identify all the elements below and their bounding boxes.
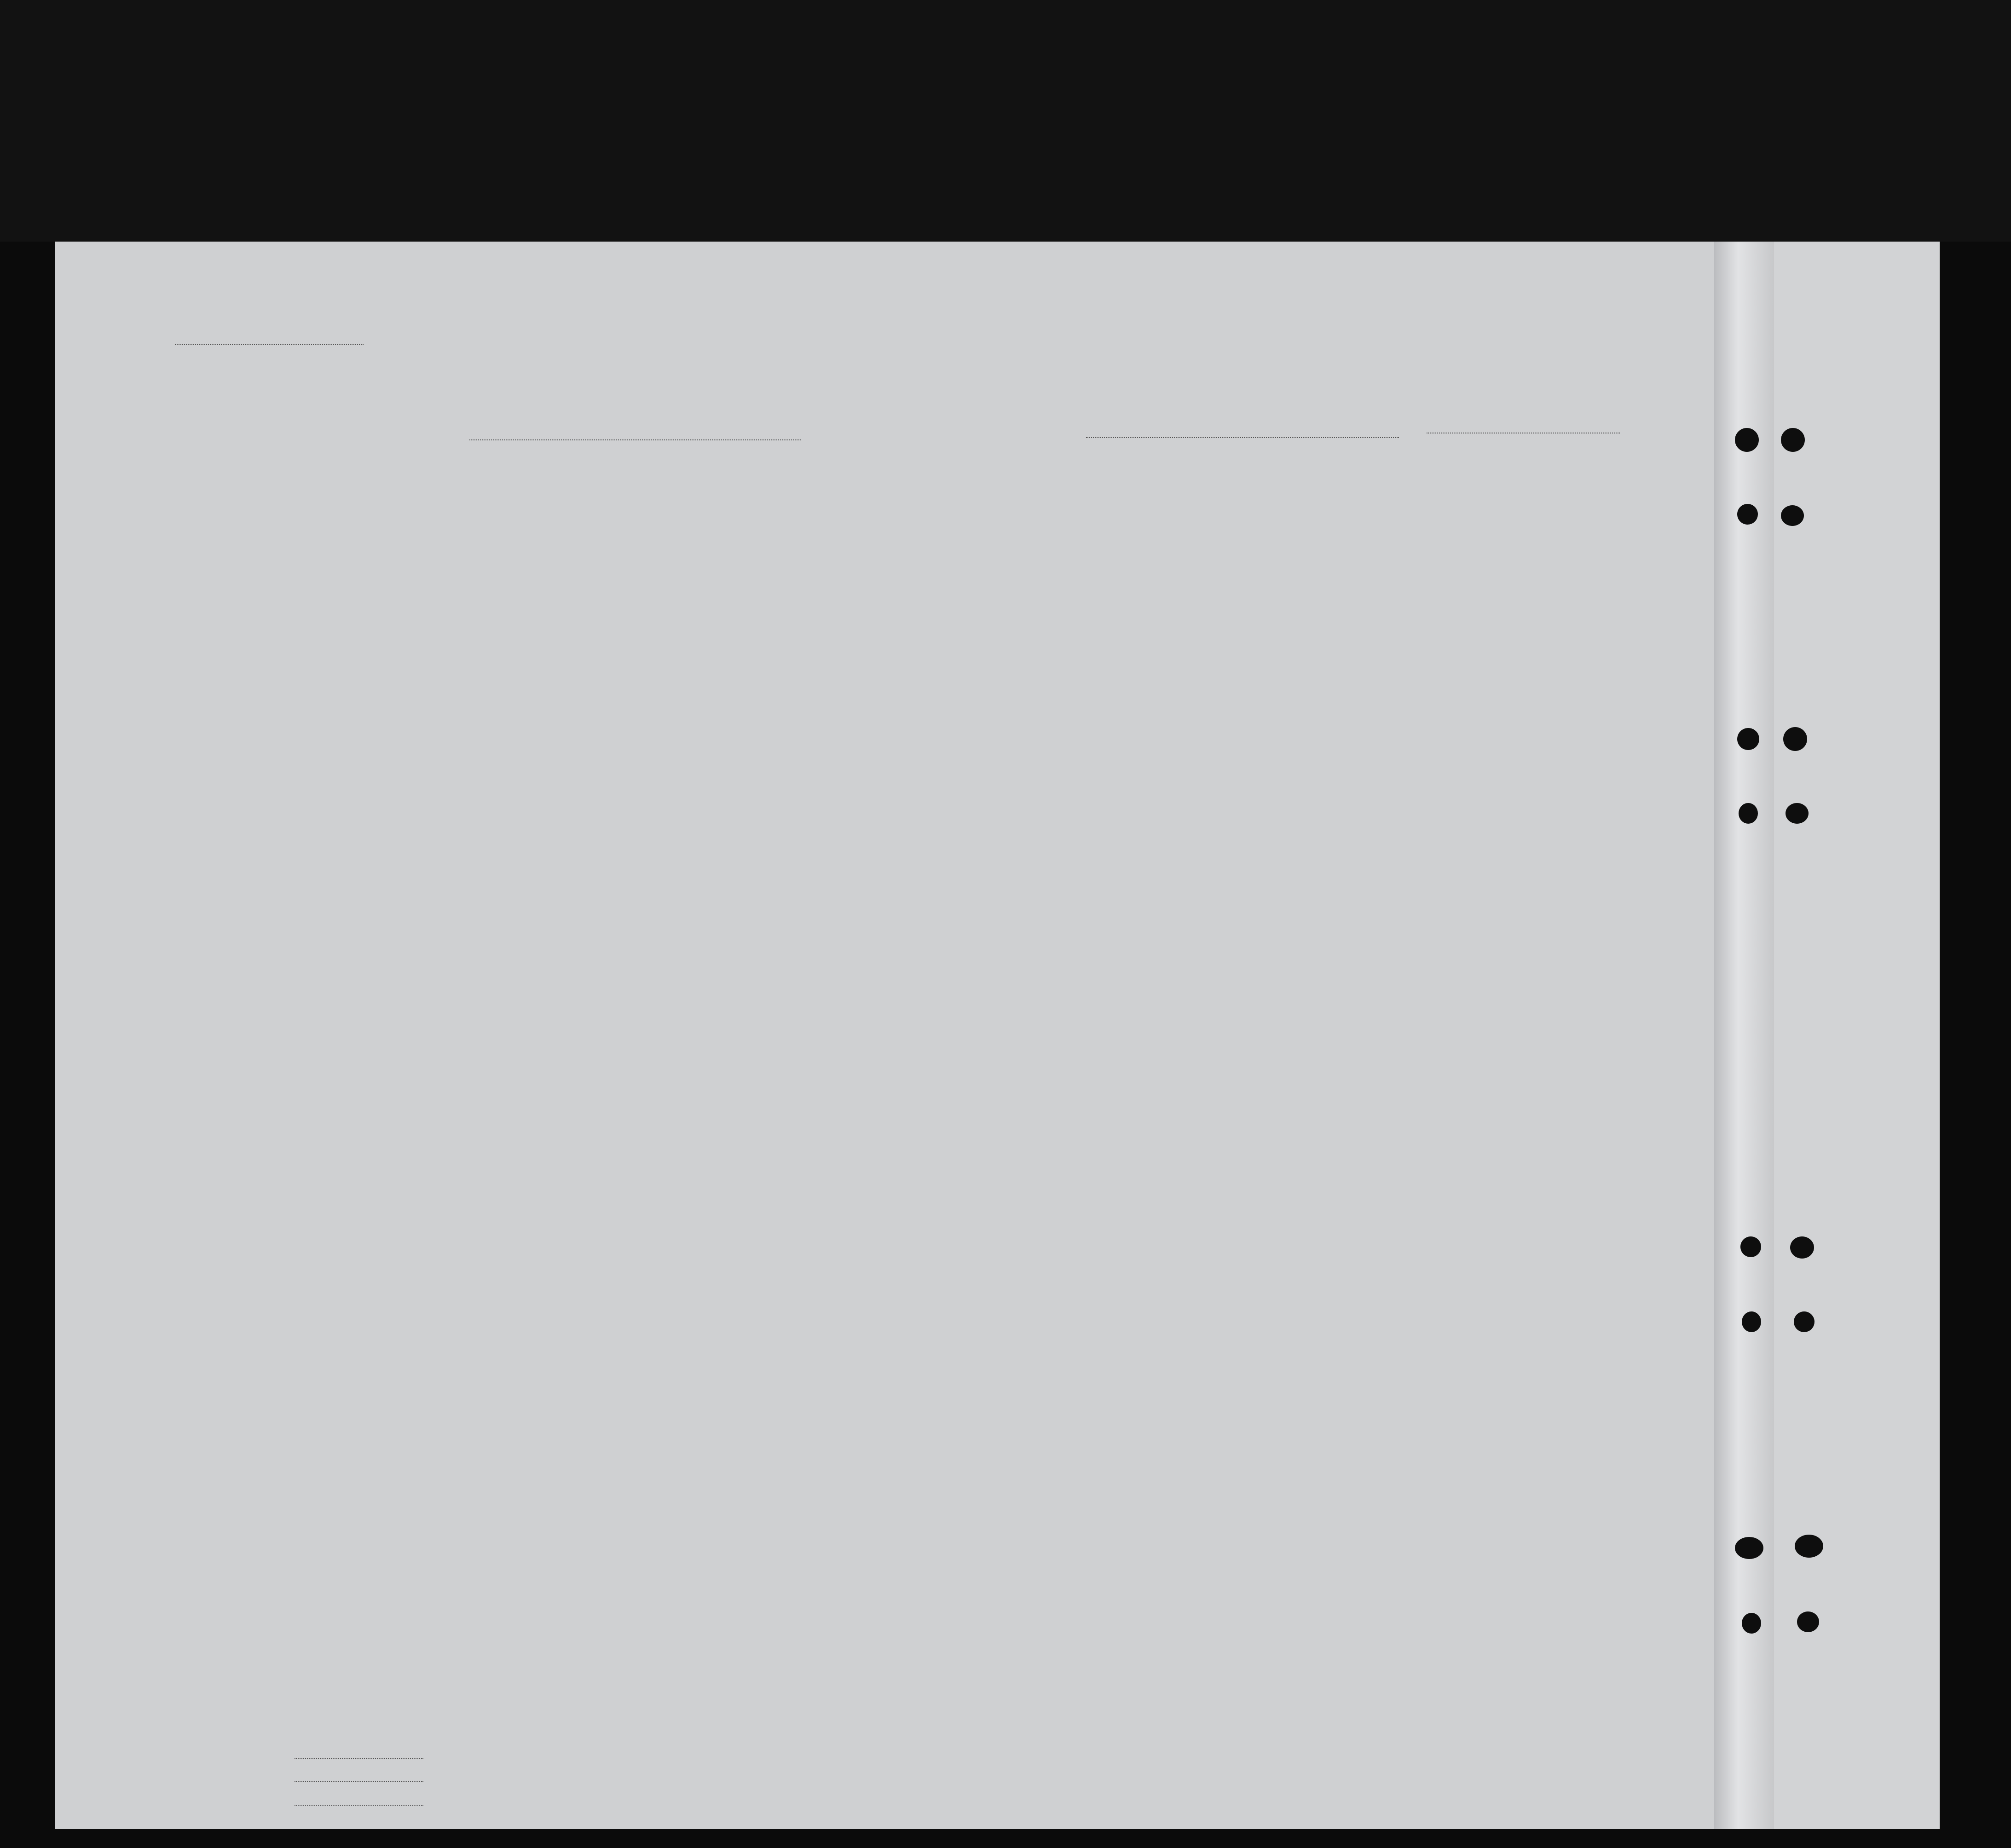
- binding-hole: [1781, 505, 1804, 526]
- binding-hole: [1737, 504, 1758, 525]
- microfilm-header-band: [0, 0, 2011, 242]
- vessel-field-line: [469, 439, 801, 440]
- binding-hole: [1735, 1537, 1763, 1559]
- binding-hole: [1797, 1611, 1819, 1632]
- scan-edge-right: [1940, 242, 2011, 1848]
- facing-page-strip: [1774, 242, 1942, 1829]
- binding-hole: [1781, 428, 1805, 452]
- manifest-table: [92, 456, 1723, 1707]
- binding-hole: [1786, 803, 1809, 824]
- binding-hole: [1790, 1236, 1814, 1259]
- total-passengers-line: [295, 1758, 423, 1759]
- binding-hole: [1742, 1311, 1761, 1332]
- binding-hole: [1739, 803, 1758, 824]
- binding-hole: [1740, 1236, 1761, 1257]
- list-field-line: [175, 344, 364, 345]
- sailing-from-line: [1086, 437, 1399, 438]
- binding-hole: [1737, 728, 1759, 750]
- binding-hole: [1735, 428, 1759, 452]
- us-citizens-line: [295, 1781, 423, 1782]
- aliens-line: [295, 1805, 423, 1806]
- binding-hole: [1783, 727, 1807, 751]
- binding-hole: [1795, 1535, 1823, 1558]
- scan-edge-bottom: [0, 1829, 2011, 1848]
- binding-hole: [1794, 1311, 1815, 1332]
- binding-hole: [1742, 1613, 1761, 1634]
